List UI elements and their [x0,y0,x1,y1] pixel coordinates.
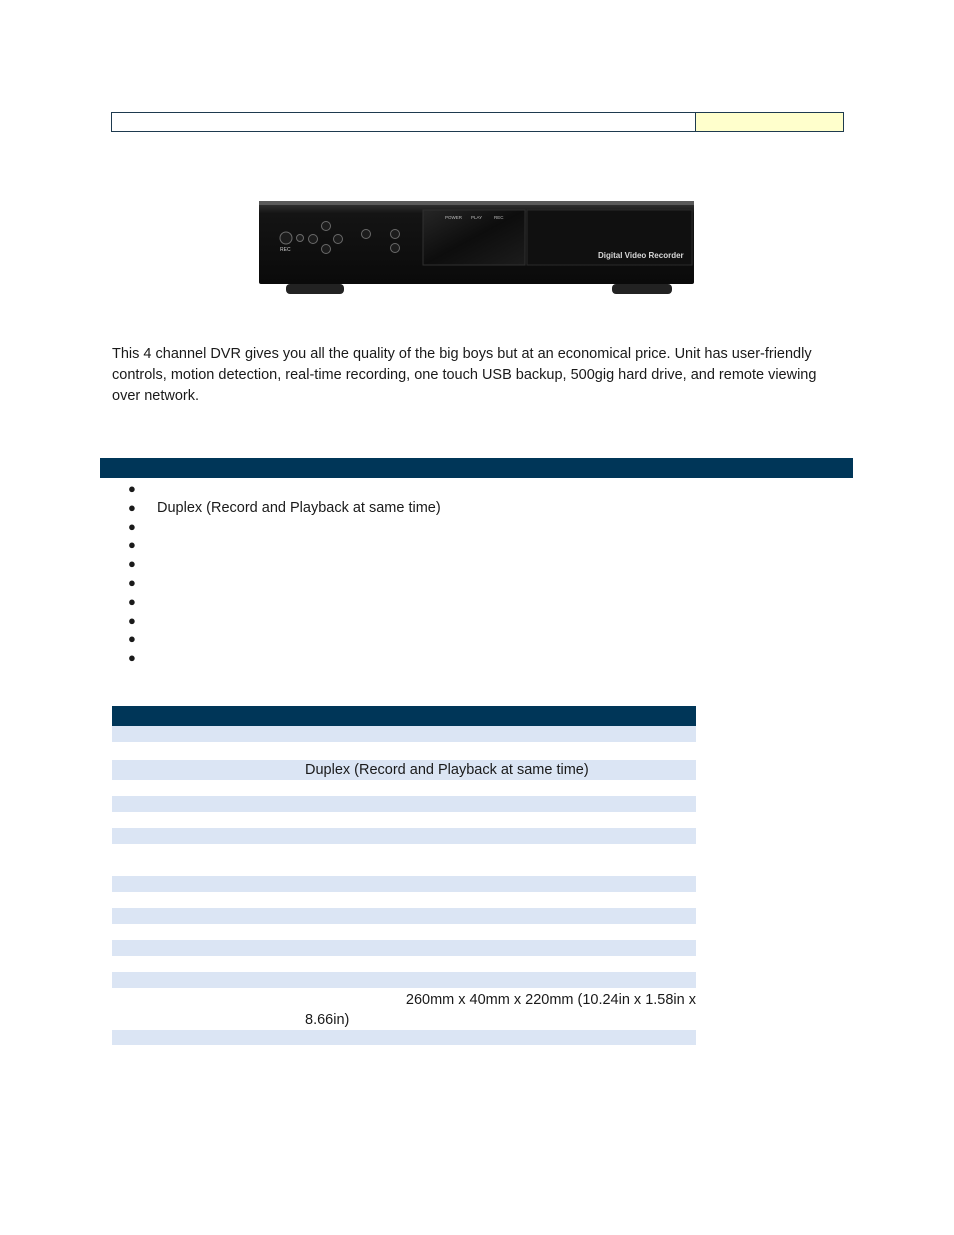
bullet-icon: ● [128,631,136,647]
spec-table [112,706,696,1045]
spec-row [112,844,696,876]
product-price-cell [696,113,843,131]
bullet-icon: ● [128,650,136,666]
play-led-label: PLAY [471,215,483,220]
spec-row [112,796,696,812]
product-image [258,198,696,298]
product-title-bar [111,112,844,132]
spec-row [112,1030,696,1045]
bullet-icon: ● [128,518,136,534]
bullet-icon: ● [128,499,136,515]
spec-row [112,726,696,742]
feature-item [110,574,441,593]
product-description: This 4 channel DVR gives you all the quality of the big boys but at an economical price. Unit has user-friendly controls, motion detection, real-time recording, one touch USB backup, 500gig hard drive, and remote viewing over network. [112,346,817,404]
rec-button-label: REC [280,247,291,253]
spec-row [112,892,696,908]
spec-dimensions-line1: 260mm x 40mm x 220mm (10.24in x 1.58in x [405,992,696,1008]
feature-item [110,593,441,612]
spec-row [112,828,696,844]
spec-row [112,742,696,760]
spec-row [112,812,696,828]
bullet-icon: ● [128,556,136,572]
feature-item [110,555,441,574]
spec-row [112,956,696,972]
spec-row [112,876,696,892]
feature-item: ● Duplex (Record and Playback at same time) [128,499,441,516]
feature-item [110,612,441,631]
spec-row [112,924,696,940]
spec-row [112,940,696,956]
power-led-label: POWER [445,215,463,220]
features-list [110,480,441,668]
rec-led-label: REC [494,215,504,220]
spec-row [112,780,696,796]
bullet-icon: ● [128,612,136,628]
bullet-icon: ● [128,593,136,609]
feature-item [110,518,441,537]
bullet-icon: ● [128,537,136,553]
feature-item [110,536,441,555]
dvr-front-panel-illustration [258,198,696,298]
spec-row: Duplex (Record and Playback at same time) [112,760,696,780]
feature-item [110,480,441,499]
product-title-cell [112,113,696,131]
spec-row [112,972,696,988]
spec-row [112,908,696,924]
spec-table-header [112,706,696,726]
features-header [100,458,853,478]
brand-text: Digital Video Recorder [598,251,684,260]
bullet-icon: ● [128,481,136,496]
spec-row [112,988,696,1030]
feature-item [110,649,441,668]
spec-dimensions-line2: 8.66in) [305,1012,350,1028]
feature-item [110,630,441,649]
bullet-icon: ● [128,574,136,590]
